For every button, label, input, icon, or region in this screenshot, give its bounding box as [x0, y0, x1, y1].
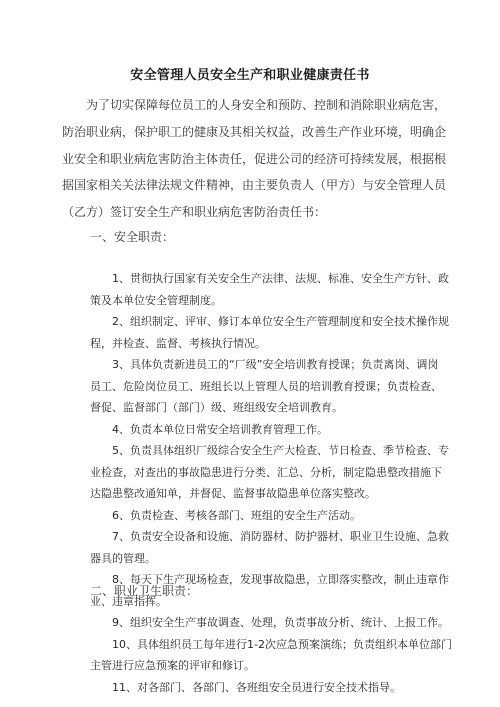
item-line: 达隐患整改通知单，并督促、监督事故隐患单位落实整改。 — [90, 487, 376, 500]
section-heading-occupational-health: 二、职业卫生职责： — [90, 584, 199, 598]
item-line: 8、每天下生产现场检查，发现事故隐患，立即落实整改，制止违章作 — [112, 573, 449, 586]
item-line: 5、负责具体组织厂级综合安全生产大检查、节日检查、季节检查、专 — [112, 444, 449, 457]
list-item — [90, 268, 449, 311]
item-line: 业检查，对查出的事故隐患进行分类、汇总、分析，制定隐患整改措施下 — [90, 465, 442, 479]
item-line: 程，并检查、监督、考核执行情况。 — [90, 336, 266, 350]
intro-line: （乙方）签订安全生产和职业病危害防治责任书： — [62, 205, 327, 220]
list-item — [90, 354, 440, 419]
item-line: 器具的管理。 — [90, 551, 156, 565]
item-line: 3、具体负责新进员工的“厂级”安全培训教育授课；负责离岗、调岗 — [112, 358, 439, 371]
item-line: 7、负责安全设备和设施、消防器材、防护器材、职业卫生设施、急救 — [112, 530, 449, 543]
item-line: 员工、危险岗位员工、班组长以上管理人员的培训教育授课；负责检查、 — [90, 379, 442, 393]
list-item — [90, 526, 449, 569]
item-line: 4、负责本单位日常安全培训教育管理工作。 — [112, 422, 328, 436]
item-line: 主管进行应急预案的评审和修订。 — [90, 659, 255, 672]
list-item — [90, 634, 452, 677]
intro-line: 业安全和职业病危害防治主体责任，促进公司的经济可持续发展，根据根 — [62, 151, 447, 166]
item-line: 1、贯彻执行国家有关安全生产法律、法规、标准、安全生产方针、政 — [112, 272, 449, 285]
document-title: 安全管理人员安全生产和职业健康责任书 — [130, 68, 370, 83]
item-line: 督促、监督部门（部门）级、班组级安全培训教育。 — [90, 401, 343, 414]
intro-line: 为了切实保障每位员工的人身安全和预防、控制和消除职业病危害， — [86, 98, 447, 112]
safety-duties-list — [90, 268, 452, 698]
intro-paragraph — [62, 92, 447, 226]
item-line: 11、对各部门、各部门、各班组安全员进行安全技术指导。 — [112, 680, 401, 694]
section-heading-safety: 一、安全职责： — [90, 230, 175, 244]
item-line: 10、具体组织员工每年进行1-2次应急预案演练；负责组织本单位部门 — [112, 637, 452, 651]
intro-line: 据国家相关关法律法规文件精神，由主要负责人（甲方）与安全管理人员 — [62, 178, 447, 193]
item-line: 6、负责检查、考核各部门、班组的安全生产活动。 — [112, 508, 361, 522]
list-item — [90, 505, 440, 527]
item-line: 2、组织制定、评审、修订本单位安全生产管理制度和安全技术操作规 — [112, 315, 449, 328]
item-line: 业、违章指挥。 — [90, 594, 167, 608]
list-item — [90, 419, 440, 441]
list-item — [90, 311, 449, 354]
list-item — [90, 612, 449, 634]
list-item — [90, 440, 449, 505]
item-line: 9、组织安全生产事故调查、处理，负责事故分析、统计、上报工作。 — [112, 616, 449, 629]
intro-line: 防治职业病，保护职工的健康及其相关权益，改善生产作业环境，明确企 — [62, 124, 447, 139]
item-line: 策及本单位安全管理制度。 — [90, 293, 222, 307]
list-item — [90, 677, 440, 699]
